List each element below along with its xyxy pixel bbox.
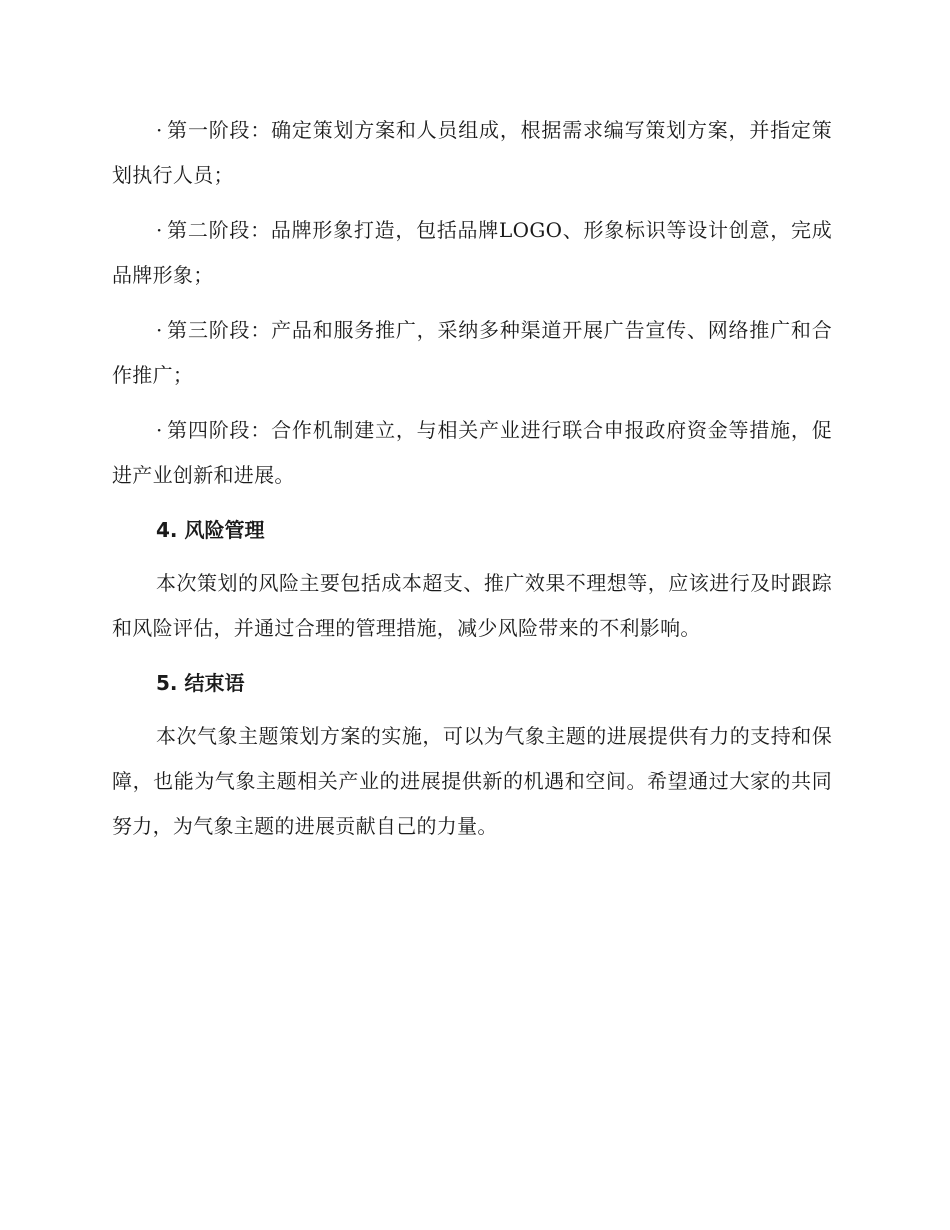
bullet-item-phase-3 [112,308,832,398]
bullet-text: 第二阶段：品牌形象打造，包括品牌LOGO、形象标识等设计创意，完成品牌形象； [112,218,832,287]
bullet-dot-icon: · [156,218,163,242]
bullet-item-phase-1 [112,108,832,198]
risk-management-paragraph: 本次策划的风险主要包括成本超支、推广效果不理想等，应该进行及时跟踪和风险评估，并通过合理的管理措施，减少风险带来的不利影响。 [112,571,832,640]
section-heading-risk-management: 4. 风险管理 [156,518,265,542]
bullet-item-phase-2 [112,208,832,298]
bullet-text: 第一阶段：确定策划方案和人员组成，根据需求编写策划方案，并指定策划执行人员； [112,118,832,187]
section-heading-conclusion: 5. 结束语 [156,671,245,695]
bullet-text: 第四阶段：合作机制建立，与相关产业进行联合申报政府资金等措施，促进产业创新和进展。 [112,418,832,487]
bullet-item-phase-4 [112,408,832,498]
bullet-dot-icon: · [156,418,163,442]
conclusion-paragraph: 本次气象主题策划方案的实施，可以为气象主题的进展提供有力的支持和保障，也能为气象主题相关产业的进展提供新的机遇和空间。希望通过大家的共同努力，为气象主题的进展贡献自己的力量。 [112,724,832,838]
bullet-dot-icon: · [156,118,163,142]
bullet-text: 第三阶段：产品和服务推广，采纳多种渠道开展广告宣传、网络推广和合作推广； [112,318,832,387]
document-page [112,108,832,859]
bullet-dot-icon: · [156,318,163,342]
